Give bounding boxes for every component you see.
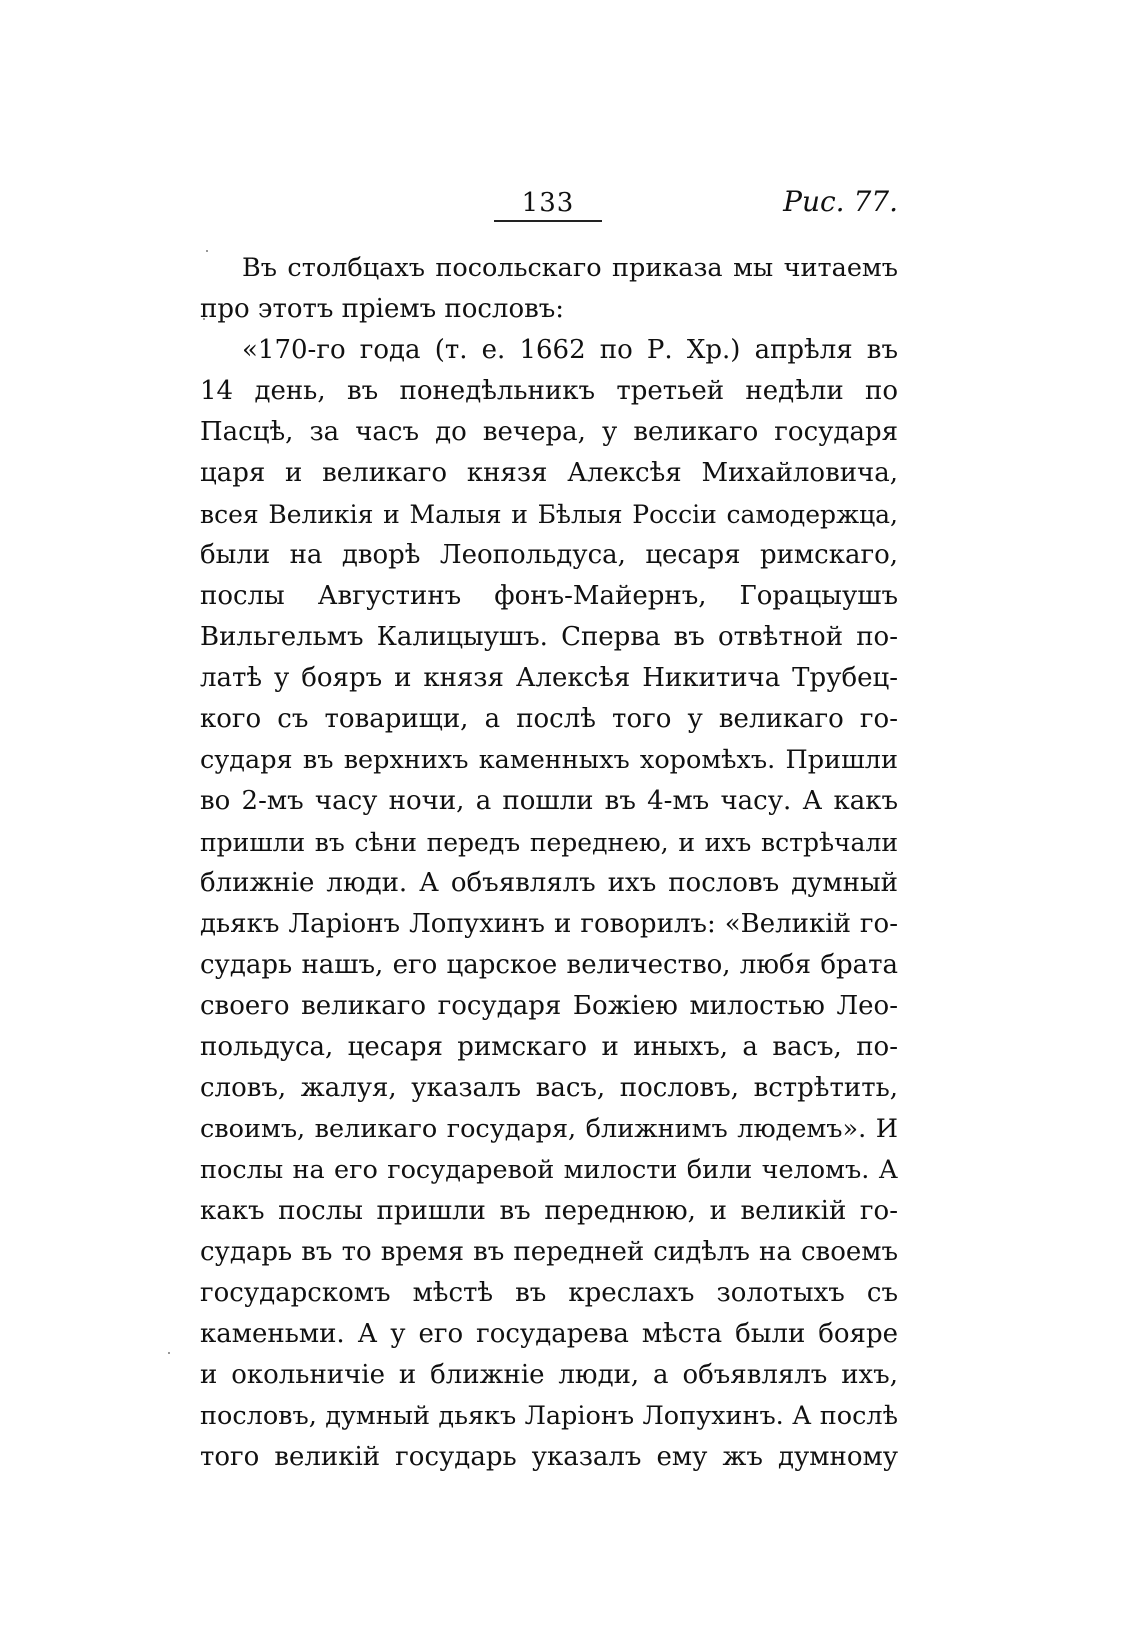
text-line: во 2-мъ часу ночи, а пошли въ 4-мъ часу. А какъ [200,786,898,816]
text-line: царя и великаго князя Алексѣя Михайловича, [200,458,898,488]
page-number-rule [494,220,602,222]
text-line: ближніе люди. А объявлялъ ихъ пословъ думный [200,868,898,898]
text-line: каменьми. А у его государева мѣста были бояре [200,1319,898,1349]
text-line: и окольничіе и ближніе люди, а объявлялъ ихъ, [200,1360,898,1390]
text-line: какъ послы пришли въ переднюю, и великій го- [200,1196,898,1226]
text-line: про этотъ пріемъ пословъ: [200,294,565,324]
text-line: пришли въ сѣни передъ переднею, и ихъ встрѣчали [200,828,898,857]
text-line: всея Великія и Малыя и Бѣлыя Россіи самодержца, [200,500,898,529]
text-line: кого съ товарищи, а послѣ того у великаго го- [200,704,898,734]
text-line: дьякъ Ларіонъ Лопухинъ и говорилъ: «Великій го- [200,909,898,939]
text-line: Пасцѣ, за часъ до вечера, у великаго государя [200,417,898,447]
text-line: пословъ, думный дьякъ Ларіонъ Лопухинъ. А послѣ [200,1401,898,1431]
text-line: своего великаго государя Божіею милостью Лео- [200,991,898,1021]
text-line: своимъ, великаго государя, ближнимъ людемъ». И [200,1114,898,1144]
text-line: послы на его государевой милости били челомъ. А [200,1155,898,1185]
page-number: 133 [521,188,575,218]
text-line: «170-го года (т. е. 1662 по Р. Хр.) апрѣля въ [242,335,898,365]
figure-reference: Рис. 77. [783,185,898,218]
body-text [200,248,898,1478]
text-line: государскомъ мѣстѣ въ креслахъ золотыхъ съ [200,1278,898,1308]
text-line: 14 день, въ понедѣльникъ третьей недѣли по [200,376,898,406]
text-line: были на дворѣ Леопольдуса, цесаря римскаго, [200,540,898,570]
text-line: латѣ у бояръ и князя Алексѣя Никитича Трубец- [200,663,898,693]
page-header [198,182,898,226]
text-line: Вильгельмъ Калицыушъ. Сперва въ отвѣтной по- [200,622,898,652]
print-speck [168,1352,170,1354]
text-line: словъ, жалуя, указалъ васъ, пословъ, встрѣтить, [200,1073,898,1103]
text-line: сударь нашъ, его царское величество, любя брата [200,950,898,980]
text-line: сударя въ верхнихъ каменныхъ хоромѣхъ. Пришли [200,745,898,775]
text-line: того великій государь указалъ ему жъ думному [200,1442,898,1472]
text-line: польдуса, цесаря римскаго и иныхъ, а васъ, по- [200,1032,898,1062]
text-line: послы Августинъ фонъ-Майернъ, Горацыушъ [200,581,898,611]
text-line: сударь въ то время въ передней сидѣлъ на своемъ [200,1237,898,1267]
text-line: Въ столбцахъ посольскаго приказа мы читаемъ [242,253,898,283]
